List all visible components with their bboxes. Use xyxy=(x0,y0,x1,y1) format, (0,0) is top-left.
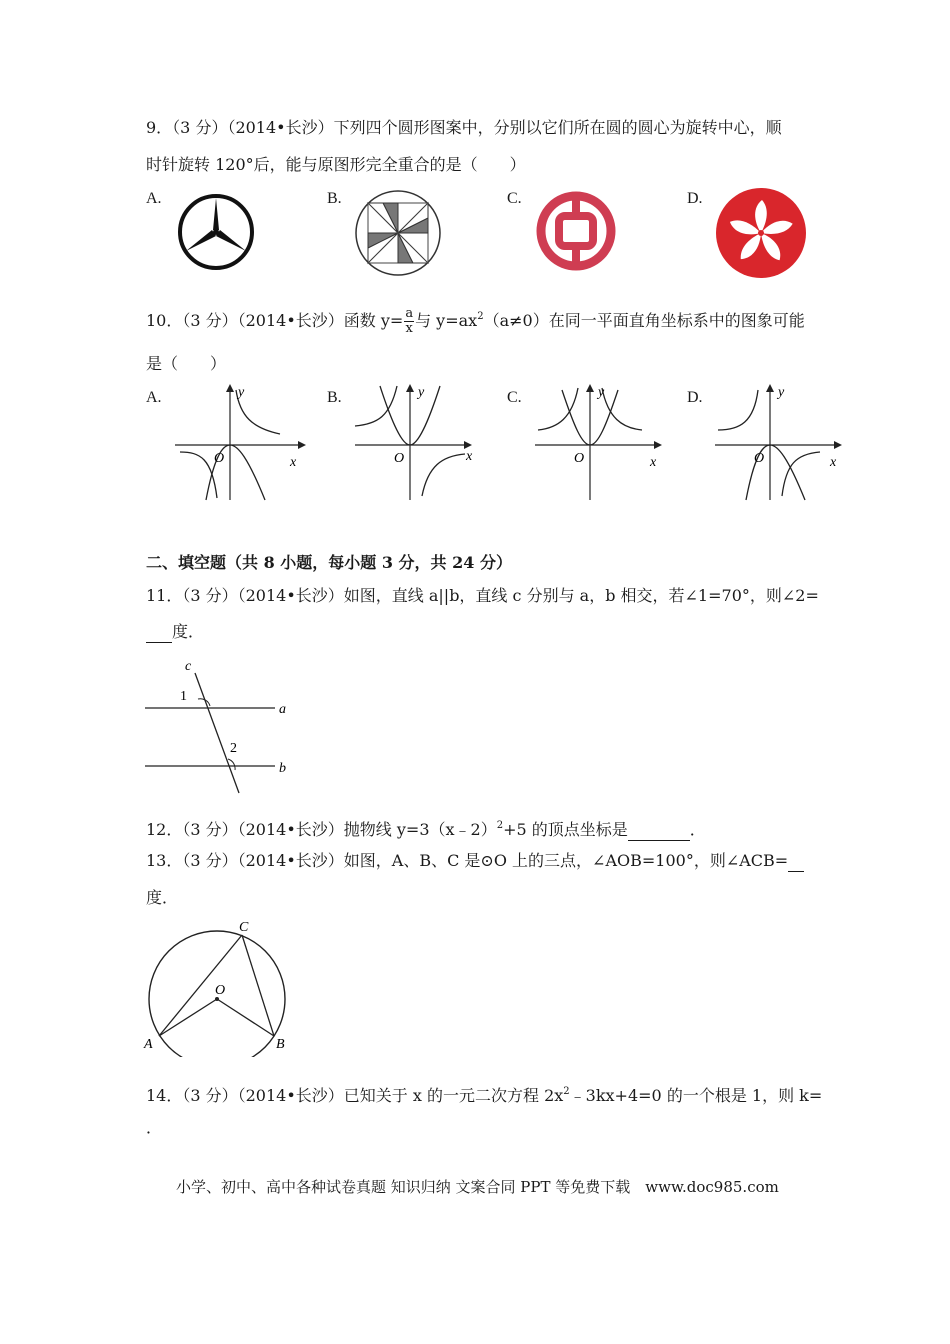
q10-graph-c xyxy=(530,378,670,508)
q10-graph-a xyxy=(170,378,310,508)
q14-sup: 2 xyxy=(563,1086,570,1097)
q12-suffix: +5 的顶点坐标是 xyxy=(503,820,628,839)
q12-answer-blank[interactable] xyxy=(628,820,690,841)
q10-frac-den: x xyxy=(405,321,413,336)
q12-prefix: 12．（3 分）（2014•长沙）抛物线 y=3（x﹣2） xyxy=(146,820,497,839)
q10-option-c-label: C. xyxy=(507,389,522,406)
q12-text xyxy=(146,816,706,841)
q14-prefix: 14．（3 分）（2014•长沙）已知关于 x 的一元二次方程 2x xyxy=(146,1086,564,1105)
q9-option-b-label: B. xyxy=(327,190,342,207)
q11-line2-text: 度． xyxy=(172,622,205,641)
q10-a-origin-label: O xyxy=(214,451,225,466)
q11-text-line2 xyxy=(146,622,204,643)
q10-a-y-label: y xyxy=(238,385,245,400)
q11-label-2: 2 xyxy=(230,741,237,756)
q10-b-y-label: y xyxy=(418,385,425,400)
q10-d-x-label: x xyxy=(830,455,837,470)
q10-text-line1 xyxy=(146,300,805,334)
q10-middle: 与 y=ax xyxy=(415,311,478,330)
bank-logo-icon xyxy=(533,188,619,274)
q14-suffix: ﹣3kx+4=0 的一个根是 1，则 k= xyxy=(569,1086,823,1105)
q10-d-origin-label: O xyxy=(754,451,765,466)
q10-option-b-label: B. xyxy=(327,389,342,406)
q14-text-line1 xyxy=(146,1082,822,1106)
q10-c-origin-label: O xyxy=(574,451,585,466)
q10-b-origin-label: O xyxy=(394,451,405,466)
q10-text-line2: 是（ ） xyxy=(146,354,227,373)
q10-c-x-label: x xyxy=(650,455,657,470)
q10-c-y-label: y xyxy=(598,385,605,400)
q9-text-line1: 9．（3 分）（2014•长沙）下列四个圆形图案中，分别以它们所在圆的圆心为旋转中心，顺 xyxy=(146,118,782,137)
q11-answer-blank[interactable] xyxy=(146,622,172,643)
q10-prefix: 10．（3 分）（2014•长沙）函数 y= xyxy=(146,311,404,330)
q11-label-c: c xyxy=(185,659,192,674)
q9-text-line2: 时针旋转 120°后，能与原图形完全重合的是（ ） xyxy=(146,155,526,174)
q9-option-a-label: A. xyxy=(146,190,162,207)
q13-text-line2: 度． xyxy=(146,888,179,907)
q12-end: ． xyxy=(689,820,706,839)
q10-suffix: （a≠0）在同一平面直角坐标系中的图象可能 xyxy=(483,311,805,330)
q11-label-a: a xyxy=(279,702,286,717)
q13-label-c: C xyxy=(239,920,249,935)
q13-label-o: O xyxy=(215,983,226,998)
q10-option-a-label: A. xyxy=(146,389,162,406)
q9-option-d-label: D. xyxy=(687,190,703,207)
q13-answer-blank[interactable] xyxy=(788,851,804,872)
q11-label-1: 1 xyxy=(180,689,187,704)
q10-fraction xyxy=(404,307,414,336)
q10-a-x-label: x xyxy=(290,455,297,470)
q13-label-b: B xyxy=(276,1037,285,1052)
q10-b-x-label: x xyxy=(466,449,473,464)
q10-graph-d xyxy=(710,378,850,508)
pinwheel-icon xyxy=(353,188,443,278)
q13-text-line1 xyxy=(146,851,804,872)
q10-option-d-label: D. xyxy=(687,389,703,406)
q11-text-line1: 11．（3 分）（2014•长沙）如图，直线 a||b，直线 c 分别与 a，b 相交，若∠1=70°，则∠2= xyxy=(146,586,819,605)
q13-line1-text: 13．（3 分）（2014•长沙）如图，A、B、C 是⊙O 上的三点，∠AOB=100°，则∠ACB= xyxy=(146,851,789,870)
q9-option-c-label: C. xyxy=(507,190,522,207)
bauhinia-flower-icon xyxy=(714,186,808,280)
q10-frac-num: a xyxy=(405,306,414,321)
q11-label-b: b xyxy=(279,761,286,776)
q10-d-y-label: y xyxy=(778,385,785,400)
q10-graph-b xyxy=(350,378,490,508)
q12-sup: 2 xyxy=(496,820,504,831)
q11-parallel-lines-figure xyxy=(140,655,300,800)
q10-sup: 2 xyxy=(477,311,484,322)
section-2-heading: 二、填空题（共 8 小题，每小题 3 分，共 24 分） xyxy=(146,553,512,572)
q14-text-line2: ． xyxy=(146,1118,163,1137)
mercedes-star-icon xyxy=(174,190,258,274)
q13-label-a: A xyxy=(144,1037,153,1052)
page-footer: 小学、初中、高中各种试卷真题 知识归纳 文案合同 PPT 等免费下载 www.doc985.com xyxy=(176,1178,779,1196)
q13-circle-figure xyxy=(140,912,300,1057)
